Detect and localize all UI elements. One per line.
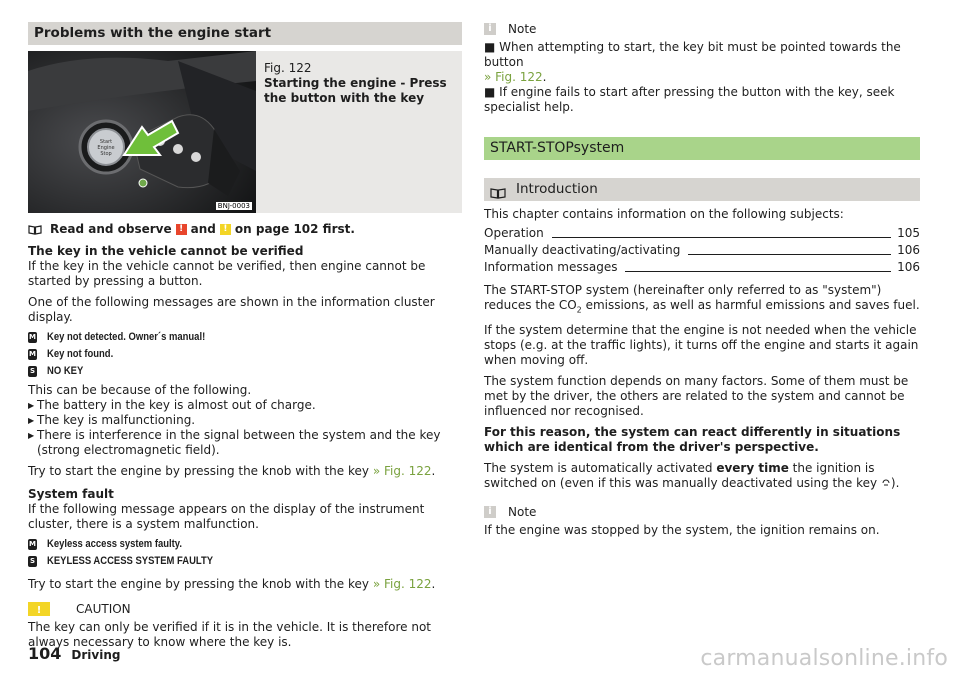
note-label: Note xyxy=(508,505,537,520)
engine-start-illustration xyxy=(28,51,256,213)
paragraph-try-start-2: Try to start the engine by pressing the knob with the key » Fig. 122. xyxy=(28,577,436,591)
figure-link[interactable]: » Fig. 122 xyxy=(372,577,432,591)
display-type-badge: M xyxy=(29,539,36,548)
figure-label: Fig. 122 xyxy=(264,61,312,75)
square-bullet-icon: ■ xyxy=(484,85,500,99)
message-list-1 xyxy=(28,329,462,379)
heading-key-not-verified: The key in the vehicle cannot be verified xyxy=(28,244,304,258)
message-text: NO KEY xyxy=(47,365,84,377)
display-type-badge: S xyxy=(29,556,36,565)
toc-leader xyxy=(625,271,891,272)
figure-image xyxy=(28,51,256,213)
start-stop-heading: START-STOPsystem xyxy=(484,137,920,160)
message-item xyxy=(28,536,462,552)
paragraph-engine-off: If the system determine that the engine is not needed when the vehicle stops (e.g. at the traffic lights), it turns off the engine and starts it again when moving off. xyxy=(484,323,919,368)
table-of-contents xyxy=(484,226,920,275)
page-footer xyxy=(28,644,120,663)
svg-text:!: ! xyxy=(36,605,42,616)
co2-text-b: emissions, as well as harmful emissions and saves fuel. xyxy=(581,298,920,312)
note-item: ■ When attempting to start, the key bit must be pointed towards the button » Fig. 122. xyxy=(484,40,901,84)
message-item xyxy=(28,346,462,362)
message-text: KEYLESS ACCESS SYSTEM FAULTY xyxy=(47,555,214,567)
list-item xyxy=(28,413,462,428)
paragraph-try-start-1: Try to start the engine by pressing the knob with the key » Fig. 122. xyxy=(28,464,436,478)
note-item xyxy=(484,85,920,115)
triangle-bullet-icon: ▶ xyxy=(28,431,35,440)
note-item-text: If engine fails to start after pressing the button with the key, seek specialist help. xyxy=(484,85,895,114)
message-text: Keyless access system faulty. xyxy=(47,538,182,550)
message-item xyxy=(28,329,462,345)
list-item xyxy=(28,398,462,413)
display-type-badge: M xyxy=(29,332,36,341)
caution-text: The key can only be verified if it is in the vehicle. It is therefore not always necessary to know where the key is. xyxy=(28,620,432,649)
try-start-text: Try to start the engine by pressing the knob with the key xyxy=(28,577,369,591)
paragraph-auto-activated xyxy=(484,461,920,491)
toc-item[interactable] xyxy=(484,243,920,258)
triangle-bullet-icon: ▶ xyxy=(28,401,35,410)
toc-page: 105 xyxy=(897,226,920,240)
toc-page: 106 xyxy=(897,260,920,274)
triangle-bullet-icon: ▶ xyxy=(28,416,35,425)
right-column xyxy=(484,22,920,538)
activation-text-b: the ignition is switched on (even if this was manually deactivated using the key xyxy=(484,461,881,491)
caution-triangle-icon xyxy=(28,602,50,616)
figure-code: BNJ-0003 xyxy=(217,202,250,210)
paragraph-co2 xyxy=(484,283,920,317)
svg-text:Start: Start xyxy=(99,139,113,145)
paragraph-causes: This can be because of the following. xyxy=(28,383,252,397)
section-heading: Problems with the engine start xyxy=(28,22,462,45)
message-item xyxy=(28,553,462,569)
caution-icon: ! xyxy=(220,224,231,235)
note-heading xyxy=(484,505,920,519)
message-text: Key not found. xyxy=(47,348,114,360)
cause-list xyxy=(28,398,462,458)
intro-lead: This chapter contains information on the following subjects: xyxy=(484,207,844,221)
figure-caption xyxy=(256,51,462,213)
introduction-title: Introduction xyxy=(516,181,598,197)
read-observe-and: and xyxy=(190,222,216,236)
paragraph-react-differently: For this reason, the system can react differently in situations which are identical from the driver's perspective. xyxy=(484,425,901,455)
figure-122 xyxy=(28,51,462,213)
figure-link[interactable]: » Fig. 122 xyxy=(484,70,543,84)
book-icon xyxy=(490,184,506,195)
paragraph-system-fault: If the following message appears on the display of the instrument cluster, there is a system malfunction. xyxy=(28,502,425,531)
toc-leader xyxy=(552,237,891,238)
introduction-heading xyxy=(484,178,920,201)
caution-heading xyxy=(28,602,462,616)
toc-label: Manually deactivating/activating xyxy=(484,243,681,257)
try-start-text: Try to start the engine by pressing the knob with the key xyxy=(28,464,369,478)
toc-label: Information messages xyxy=(484,260,618,274)
info-icon: i xyxy=(484,506,496,518)
chapter-label: Driving xyxy=(71,648,121,662)
co2-subscript: 2 xyxy=(576,305,582,315)
left-column xyxy=(28,22,462,650)
square-bullet-icon: ■ xyxy=(484,40,500,54)
message-list-2 xyxy=(28,536,462,569)
toc-leader xyxy=(688,254,891,255)
note-heading xyxy=(484,22,920,36)
note-label: Note xyxy=(508,22,537,36)
heading-system-fault: System fault xyxy=(28,487,114,501)
figure-title: Starting the engine - Press the button with the key xyxy=(264,76,447,105)
toc-page: 106 xyxy=(897,243,920,257)
display-type-badge: M xyxy=(29,349,36,358)
read-observe-suffix: on page 102 first. xyxy=(234,222,355,236)
message-text: Key not detected. Owner´s manual! xyxy=(47,331,206,343)
list-item-text: There is interference in the signal between the system and the key (strong electromagnetic field). xyxy=(37,428,441,457)
paragraph-factors: The system function depends on many factors. Some of them must be met by the driver, the others are related to the system and cannot be influenced nor recognised. xyxy=(484,374,909,419)
list-item xyxy=(28,428,462,458)
toc-label: Operation xyxy=(484,226,544,240)
message-item xyxy=(28,363,462,379)
svg-text:Stop: Stop xyxy=(100,151,112,157)
warning-icon: ! xyxy=(176,224,187,235)
list-item-text: The battery in the key is almost out of charge. xyxy=(37,398,316,412)
activation-bold: every time xyxy=(716,461,789,476)
activation-text-a: The system is automatically activated xyxy=(484,461,717,476)
note-list xyxy=(484,40,920,115)
start-stop-key-icon xyxy=(881,477,891,487)
read-observe-line xyxy=(28,222,462,236)
caution-label: CAUTION xyxy=(76,602,131,616)
paragraph-key-not-verified: If the key in the vehicle cannot be verified, then engine cannot be started by pressing a button. xyxy=(28,259,426,288)
activation-text-c: ). xyxy=(890,476,900,491)
co2-text-a: The START-STOP system (hereinafter only referred to as "system") reduces the CO xyxy=(484,283,882,312)
list-item-text: The key is malfunctioning. xyxy=(37,413,196,427)
watermark: carmanualsonline.info xyxy=(700,646,948,671)
book-icon xyxy=(28,224,42,234)
page-number: 104 xyxy=(28,644,62,663)
info-icon: i xyxy=(484,23,496,35)
paragraph-messages-shown: One of the following messages are shown in the information cluster display. xyxy=(28,295,435,324)
toc-item[interactable] xyxy=(484,226,920,241)
note-item-text: When attempting to start, the key bit must be pointed towards the button xyxy=(484,40,901,69)
svg-text:Engine: Engine xyxy=(97,145,115,151)
figure-link[interactable]: » Fig. 122 xyxy=(372,464,432,478)
display-type-badge: S xyxy=(29,366,36,375)
toc-item[interactable] xyxy=(484,260,920,275)
read-observe-prefix: Read and observe xyxy=(50,222,172,236)
note-text: If the engine was stopped by the system, the ignition remains on. xyxy=(484,523,880,538)
